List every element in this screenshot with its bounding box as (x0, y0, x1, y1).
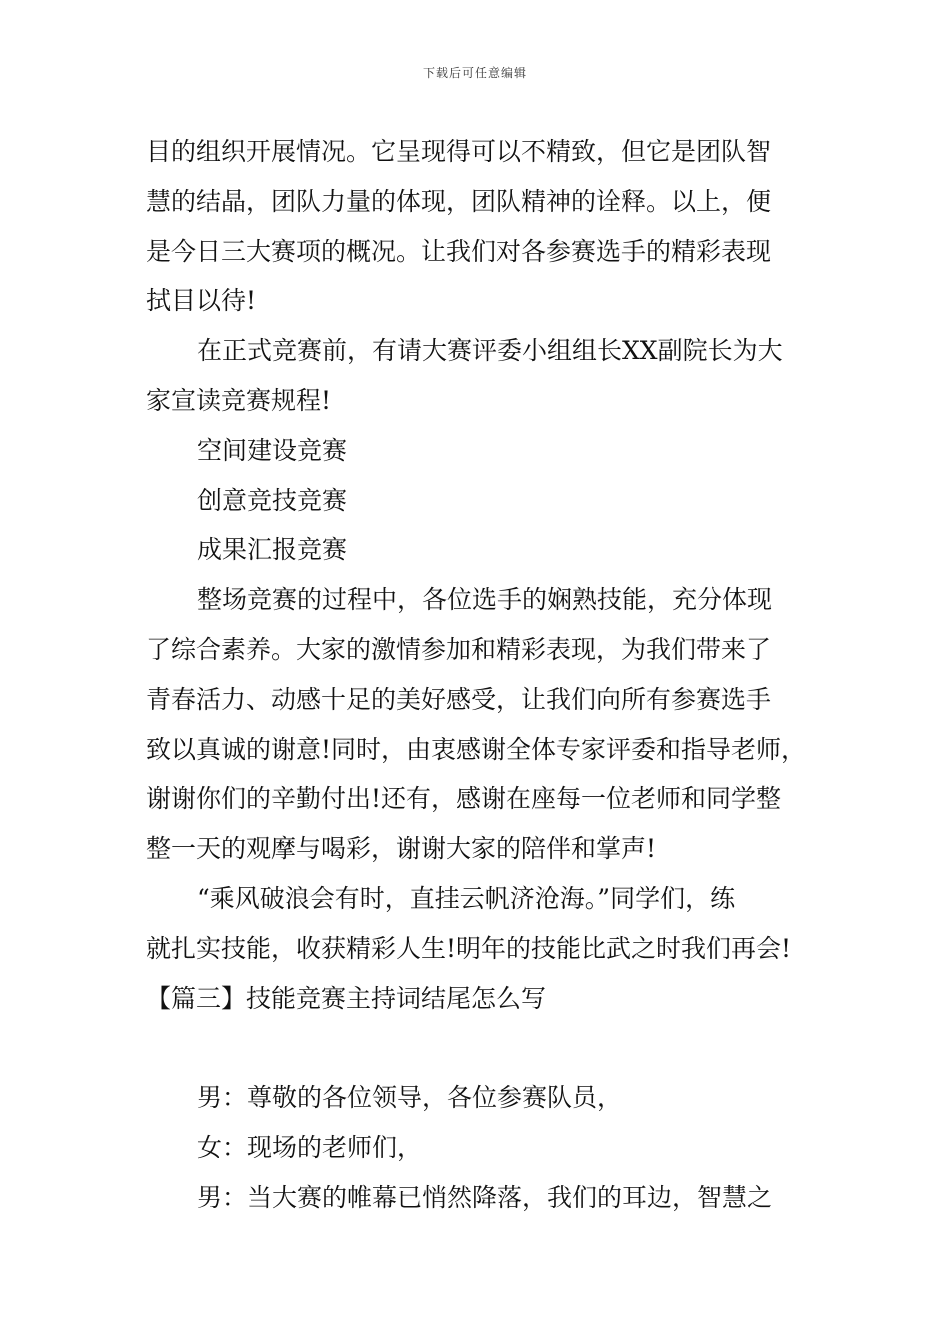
list-item: 创意竞技竞赛 (197, 485, 348, 515)
dialogue-line: 男：当大赛的帷幕已悄然降落，我们的耳边，智慧之 (197, 1182, 773, 1212)
text-line: 慧的结晶，团队力量的体现，团队精神的诠释。以上，便 (146, 186, 772, 216)
text-line: 家宣读竞赛规程! (146, 385, 332, 415)
text-line: 就扎实技能，收获精彩人生!明年的技能比武之时我们再会! (146, 933, 792, 963)
dialogue-line: 男：尊敬的各位领导，各位参赛队员， (197, 1083, 623, 1113)
text-line: 目的组织开展情况。它呈现得可以不精致，但它是团队智 (146, 137, 772, 166)
text-line: 在正式竞赛前，有请大赛评委小组组长XX副院长为大 (197, 336, 783, 366)
page-header: 下载后可任意编辑 (422, 66, 527, 80)
text-line: 拭目以待! (146, 286, 257, 316)
list-item: 空间建设竞赛 (197, 435, 348, 465)
text-line: “乘风破浪会有时，直挂云帆济沧海。”同学们，练 (197, 883, 736, 913)
text-line: 青春活力、动感十足的美好感受，让我们向所有参赛选手 (146, 684, 772, 714)
text-line: 致以真诚的谢意!同时，由衷感谢全体专家评委和指导老师， (146, 734, 807, 764)
blank-line (146, 1023, 811, 1073)
text-line: 谢谢你们的辛勤付出!还有，感谢在座每一位老师和同学整 (146, 784, 782, 814)
dialogue-line: 女：现场的老师们， (197, 1132, 423, 1162)
document-body (146, 127, 811, 1223)
text-line: 了综合素养。大家的激情参加和精彩表现，为我们带来了 (146, 634, 772, 664)
section-heading: 【篇三】技能竞赛主持词结尾怎么写 (146, 983, 547, 1013)
list-item: 成果汇报竞赛 (197, 535, 348, 565)
text-line: 整一天的观摩与喝彩，谢谢大家的陪伴和掌声! (146, 834, 657, 864)
text-line: 是今日三大赛项的概况。让我们对各参赛选手的精彩表现 (146, 236, 772, 266)
text-line: 整场竞赛的过程中，各位选手的娴熟技能，充分体现 (197, 585, 773, 615)
